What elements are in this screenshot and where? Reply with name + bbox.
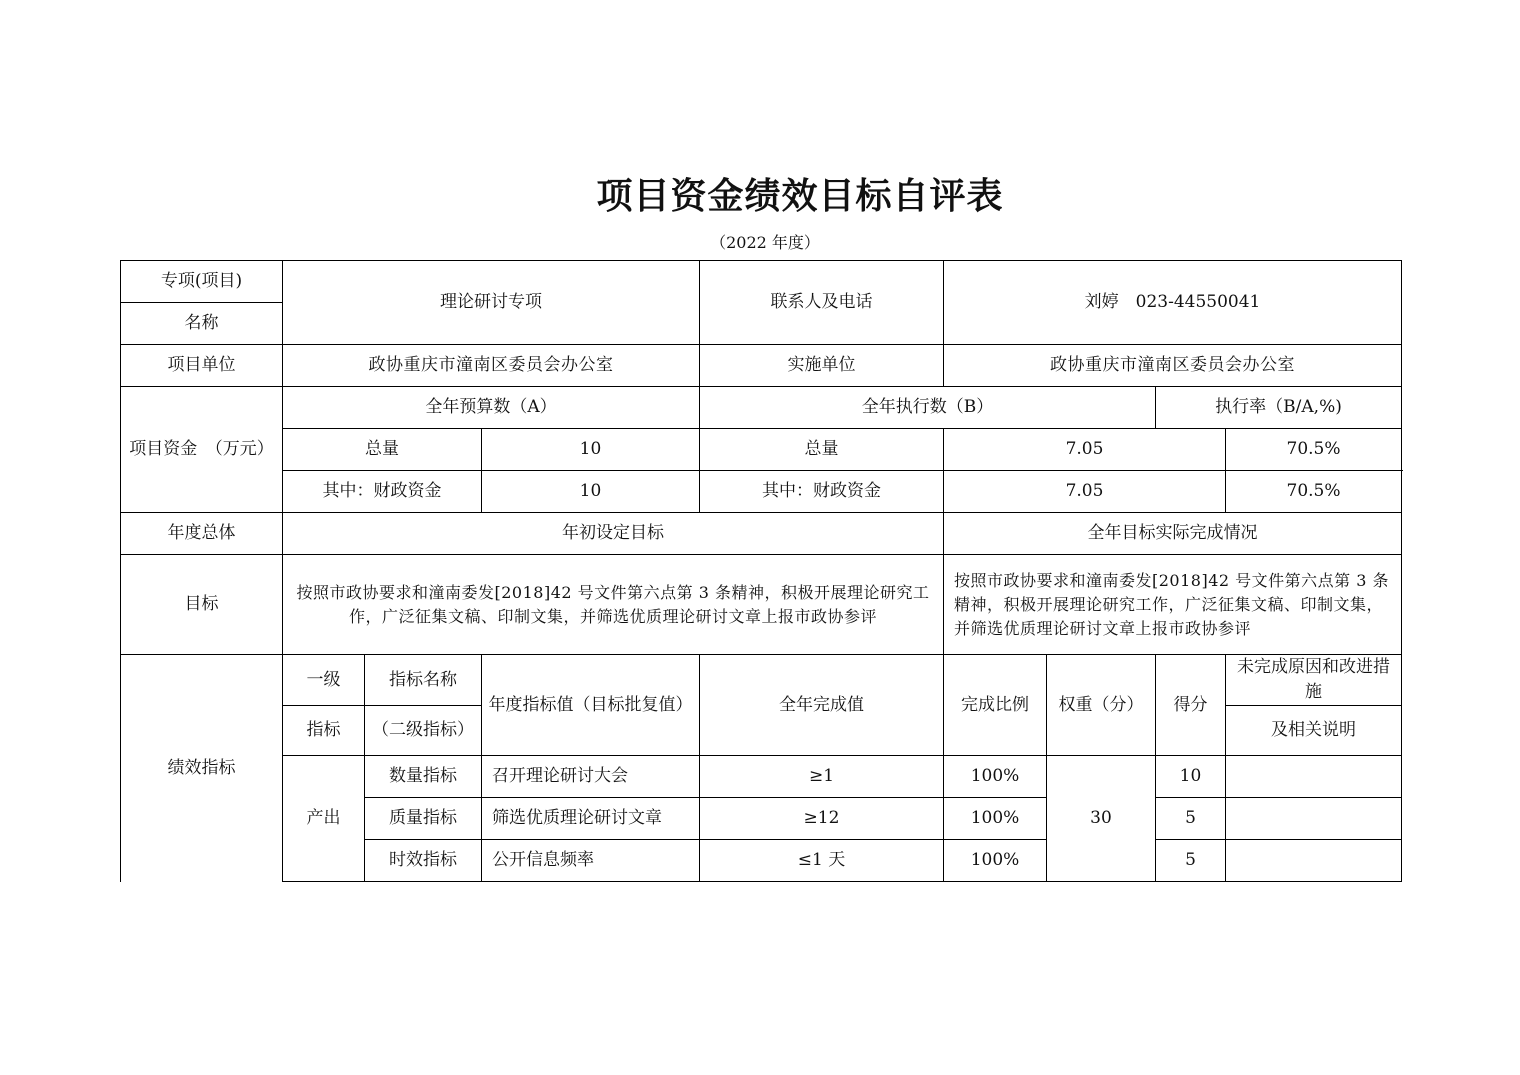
unit-value: 政协重庆市潼南区委员会办公室: [283, 345, 700, 387]
indicator-target: 召开理论研讨大会: [482, 756, 700, 798]
indicator-score: 5: [1156, 840, 1226, 882]
contact-label: 联系人及电话: [700, 261, 944, 345]
budget-label: 全年预算数（A）: [283, 387, 700, 429]
col-reason-b: 及相关说明: [1226, 706, 1402, 756]
total-exec-label: 总量: [700, 429, 944, 471]
indicator-reason: [1226, 756, 1402, 798]
indicators-section-label: 绩效指标: [121, 655, 283, 882]
group-weight: 30: [1047, 756, 1156, 882]
col-actual: 全年完成值: [700, 655, 944, 756]
indicator-actual: ≥1: [700, 756, 944, 798]
fiscal-rate-value: 70.5%: [1226, 471, 1402, 513]
project-name-label-2: 名称: [121, 303, 283, 345]
exec-label: 全年执行数（B）: [700, 387, 1156, 429]
total-budget-value: 10: [482, 429, 700, 471]
funds-label: 项目资金 （万元）: [121, 387, 283, 513]
col-name-b: （二级指标）: [365, 706, 482, 756]
indicator-actual: ≤1 天: [700, 840, 944, 882]
col-level1-a: 一级: [283, 655, 365, 706]
indicator-name: 时效指标: [365, 840, 482, 882]
indicator-name: 质量指标: [365, 798, 482, 840]
fiscal-budget-value: 10: [482, 471, 700, 513]
indicator-ratio: 100%: [944, 798, 1047, 840]
unit-label: 项目单位: [121, 345, 283, 387]
col-target: 年度指标值（目标批复值）: [482, 655, 700, 756]
initial-goal-text: 按照市政协要求和潼南委发[2018]42 号文件第六点第 3 条精神，积极开展理论研究工作，广泛征集文稿、印制文集，并筛选优质理论研讨文章上报市政协参评: [283, 555, 944, 655]
goals-label-2: 目标: [121, 555, 283, 655]
indicator-reason: [1226, 840, 1402, 882]
goals-label-1: 年度总体: [121, 513, 283, 555]
indicator-score: 5: [1156, 798, 1226, 840]
indicator-reason: [1226, 798, 1402, 840]
fiscal-budget-label: 其中：财政资金: [283, 471, 482, 513]
group-label: 产出: [283, 756, 365, 882]
col-name-a: 指标名称: [365, 655, 482, 706]
indicator-name: 数量指标: [365, 756, 482, 798]
indicator-score: 10: [1156, 756, 1226, 798]
impl-unit-label: 实施单位: [700, 345, 944, 387]
impl-unit-value: 政协重庆市潼南区委员会办公室: [944, 345, 1402, 387]
actual-goal-text: 按照市政协要求和潼南委发[2018]42 号文件第六点第 3 条精神，积极开展理论研究工作，广泛征集文稿、印制文集，并筛选优质理论研讨文章上报市政协参评: [944, 555, 1402, 655]
col-weight: 权重（分）: [1047, 655, 1156, 756]
indicator-target: 筛选优质理论研讨文章: [482, 798, 700, 840]
indicator-ratio: 100%: [944, 840, 1047, 882]
indicator-target: 公开信息频率: [482, 840, 700, 882]
col-level1-b: 指标: [283, 706, 365, 756]
total-exec-value: 7.05: [944, 429, 1226, 471]
total-budget-label: 总量: [283, 429, 482, 471]
project-name-label-1: 专项(项目): [121, 261, 283, 303]
table-row: [121, 756, 1402, 798]
initial-goal-label: 年初设定目标: [283, 513, 944, 555]
total-rate-value: 70.5%: [1226, 429, 1402, 471]
report-year: （2022 年度）: [710, 233, 820, 252]
indicator-actual: ≥12: [700, 798, 944, 840]
actual-goal-label: 全年目标实际完成情况: [944, 513, 1402, 555]
project-name-value: 理论研讨专项: [283, 261, 700, 345]
page-title: 项目资金绩效目标自评表: [596, 175, 1004, 217]
col-score: 得分: [1156, 655, 1226, 756]
col-reason-a: 未完成原因和改进措施: [1226, 655, 1402, 706]
fiscal-exec-value: 7.05: [944, 471, 1226, 513]
indicator-ratio: 100%: [944, 756, 1047, 798]
rate-label: 执行率（B/A,%): [1156, 387, 1402, 429]
fiscal-exec-label: 其中：财政资金: [700, 471, 944, 513]
self-evaluation-table: [120, 260, 1402, 882]
col-ratio: 完成比例: [944, 655, 1047, 756]
contact-value: 刘婷 023-44550041: [944, 261, 1402, 345]
